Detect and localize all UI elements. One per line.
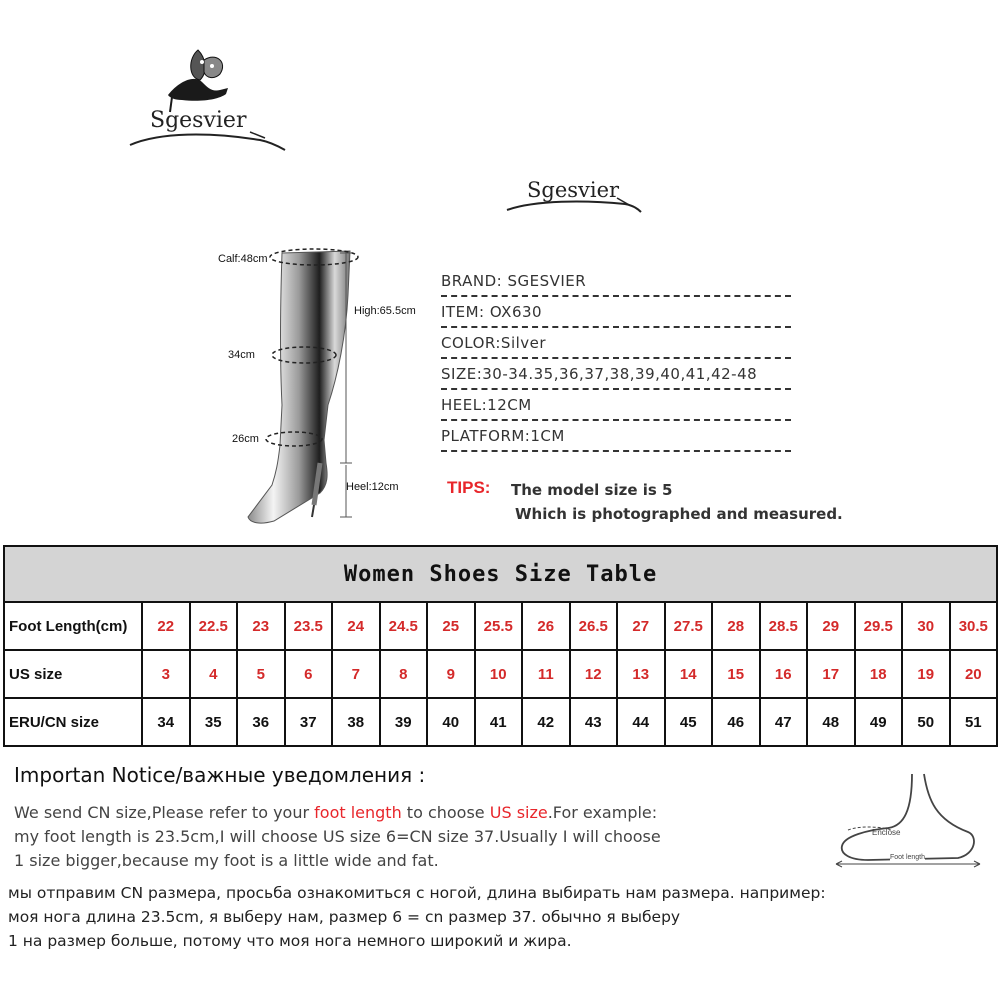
row-label: ERU/CN size	[4, 698, 142, 746]
size-cell: 13	[617, 650, 665, 698]
size-cell: 29.5	[855, 602, 903, 650]
size-cell: 39	[380, 698, 428, 746]
size-cell: 29	[807, 602, 855, 650]
tips-line-1: The model size is 5	[511, 481, 673, 499]
size-cell: 3	[142, 650, 190, 698]
foot-length-highlight: foot length	[314, 803, 402, 822]
size-cell: 6	[285, 650, 333, 698]
brand-name: Sgesvier	[527, 178, 620, 202]
brand-logo-top	[120, 40, 290, 160]
notice-ru-line-2: моя нога длина 23.5cm, я выберу нам, размер 6 = cn размер 37. обычно я выберу	[8, 908, 681, 926]
size-cell: 36	[237, 698, 285, 746]
size-cell: 42	[522, 698, 570, 746]
size-cell: 38	[332, 698, 380, 746]
size-cell: 17	[807, 650, 855, 698]
notice-ru-line-3: 1 на размер больше, потому что моя нога немного широкий и жира.	[8, 932, 572, 950]
foot-diagram	[828, 770, 988, 870]
brand-logo-small	[505, 160, 645, 220]
ankle-measure: 26cm	[232, 433, 259, 445]
size-cell: 18	[855, 650, 903, 698]
size-cell: 43	[570, 698, 618, 746]
spec-brand: BRAND: SGESVIER	[441, 264, 791, 297]
tips-line-2: Which is photographed and measured.	[515, 505, 843, 523]
size-cell: 24	[332, 602, 380, 650]
enclose-label: Enclose	[872, 828, 901, 837]
size-cell: 8	[380, 650, 428, 698]
size-cell: 30.5	[950, 602, 998, 650]
size-cell: 45	[665, 698, 713, 746]
notice-en-line-2: my foot length is 23.5cm,I will choose US size 6=CN size 37.Usually I will choose	[14, 827, 661, 846]
size-cell: 7	[332, 650, 380, 698]
brand-name: Sgesvier	[150, 108, 247, 133]
size-cell: 24.5	[380, 602, 428, 650]
size-cell: 26.5	[570, 602, 618, 650]
size-cell: 19	[902, 650, 950, 698]
spec-color: COLOR:Silver	[441, 326, 791, 359]
size-cell: 25.5	[475, 602, 523, 650]
notice-text: .For example:	[547, 803, 658, 822]
tips	[447, 478, 490, 498]
size-cell: 49	[855, 698, 903, 746]
size-cell: 5	[237, 650, 285, 698]
size-cell: 40	[427, 698, 475, 746]
size-table-row	[4, 698, 997, 746]
size-cell: 12	[570, 650, 618, 698]
row-label: Foot Length(cm)	[4, 602, 142, 650]
size-table-row	[4, 602, 997, 650]
spec-heel: HEEL:12CM	[441, 388, 791, 421]
size-cell: 23.5	[285, 602, 333, 650]
size-cell: 28.5	[760, 602, 808, 650]
size-cell: 35	[190, 698, 238, 746]
us-size-highlight: US size	[489, 803, 548, 822]
tips-label: TIPS:	[447, 478, 491, 497]
size-cell: 23	[237, 602, 285, 650]
notice-text: to choose	[401, 803, 490, 822]
boot-illustration	[210, 235, 435, 535]
notice-title: Importan Notice/важные уведомления :	[14, 763, 426, 787]
size-cell: 20	[950, 650, 998, 698]
size-cell: 44	[617, 698, 665, 746]
size-cell: 11	[522, 650, 570, 698]
notice-en-line-3: 1 size bigger,because my foot is a little wide and fat.	[14, 851, 439, 870]
size-cell: 27.5	[665, 602, 713, 650]
spec-item: ITEM: OX630	[441, 295, 791, 328]
size-cell: 9	[427, 650, 475, 698]
notice-text: We send CN size,Please refer to your	[14, 803, 315, 822]
size-cell: 14	[665, 650, 713, 698]
silver-boot-image	[210, 235, 435, 535]
notice-en-line-1	[14, 803, 657, 822]
foot-length-label: Foot length	[890, 854, 926, 861]
height-measure: High:65.5cm	[354, 305, 416, 317]
size-cell: 41	[475, 698, 523, 746]
size-cell: 27	[617, 602, 665, 650]
size-table-grid	[3, 545, 998, 747]
size-cell: 46	[712, 698, 760, 746]
size-cell: 34	[142, 698, 190, 746]
high-heel-shoe-icon	[120, 40, 290, 160]
size-table-row	[4, 650, 997, 698]
notice-ru-line-1: мы отправим CN размера, просьба ознакомиться с ногой, длина выбирать нам размера. например:	[8, 884, 826, 902]
row-label: US size	[4, 650, 142, 698]
size-table-title: Women Shoes Size Table	[4, 546, 997, 602]
size-cell: 28	[712, 602, 760, 650]
size-cell: 48	[807, 698, 855, 746]
size-cell: 50	[902, 698, 950, 746]
size-table	[3, 545, 997, 747]
size-cell: 25	[427, 602, 475, 650]
heel-measure: Heel:12cm	[346, 481, 399, 493]
size-cell: 15	[712, 650, 760, 698]
calf-measure: Calf:48cm	[218, 253, 268, 265]
spec-platform: PLATFORM:1CM	[441, 419, 791, 452]
size-cell: 22	[142, 602, 190, 650]
size-cell: 30	[902, 602, 950, 650]
mid-measure: 34cm	[228, 349, 255, 361]
size-cell: 10	[475, 650, 523, 698]
size-cell: 26	[522, 602, 570, 650]
size-cell: 51	[950, 698, 998, 746]
size-cell: 4	[190, 650, 238, 698]
spec-size: SIZE:30-34.35,36,37,38,39,40,41,42-48	[441, 357, 791, 390]
size-cell: 37	[285, 698, 333, 746]
size-cell: 16	[760, 650, 808, 698]
size-cell: 47	[760, 698, 808, 746]
size-cell: 22.5	[190, 602, 238, 650]
